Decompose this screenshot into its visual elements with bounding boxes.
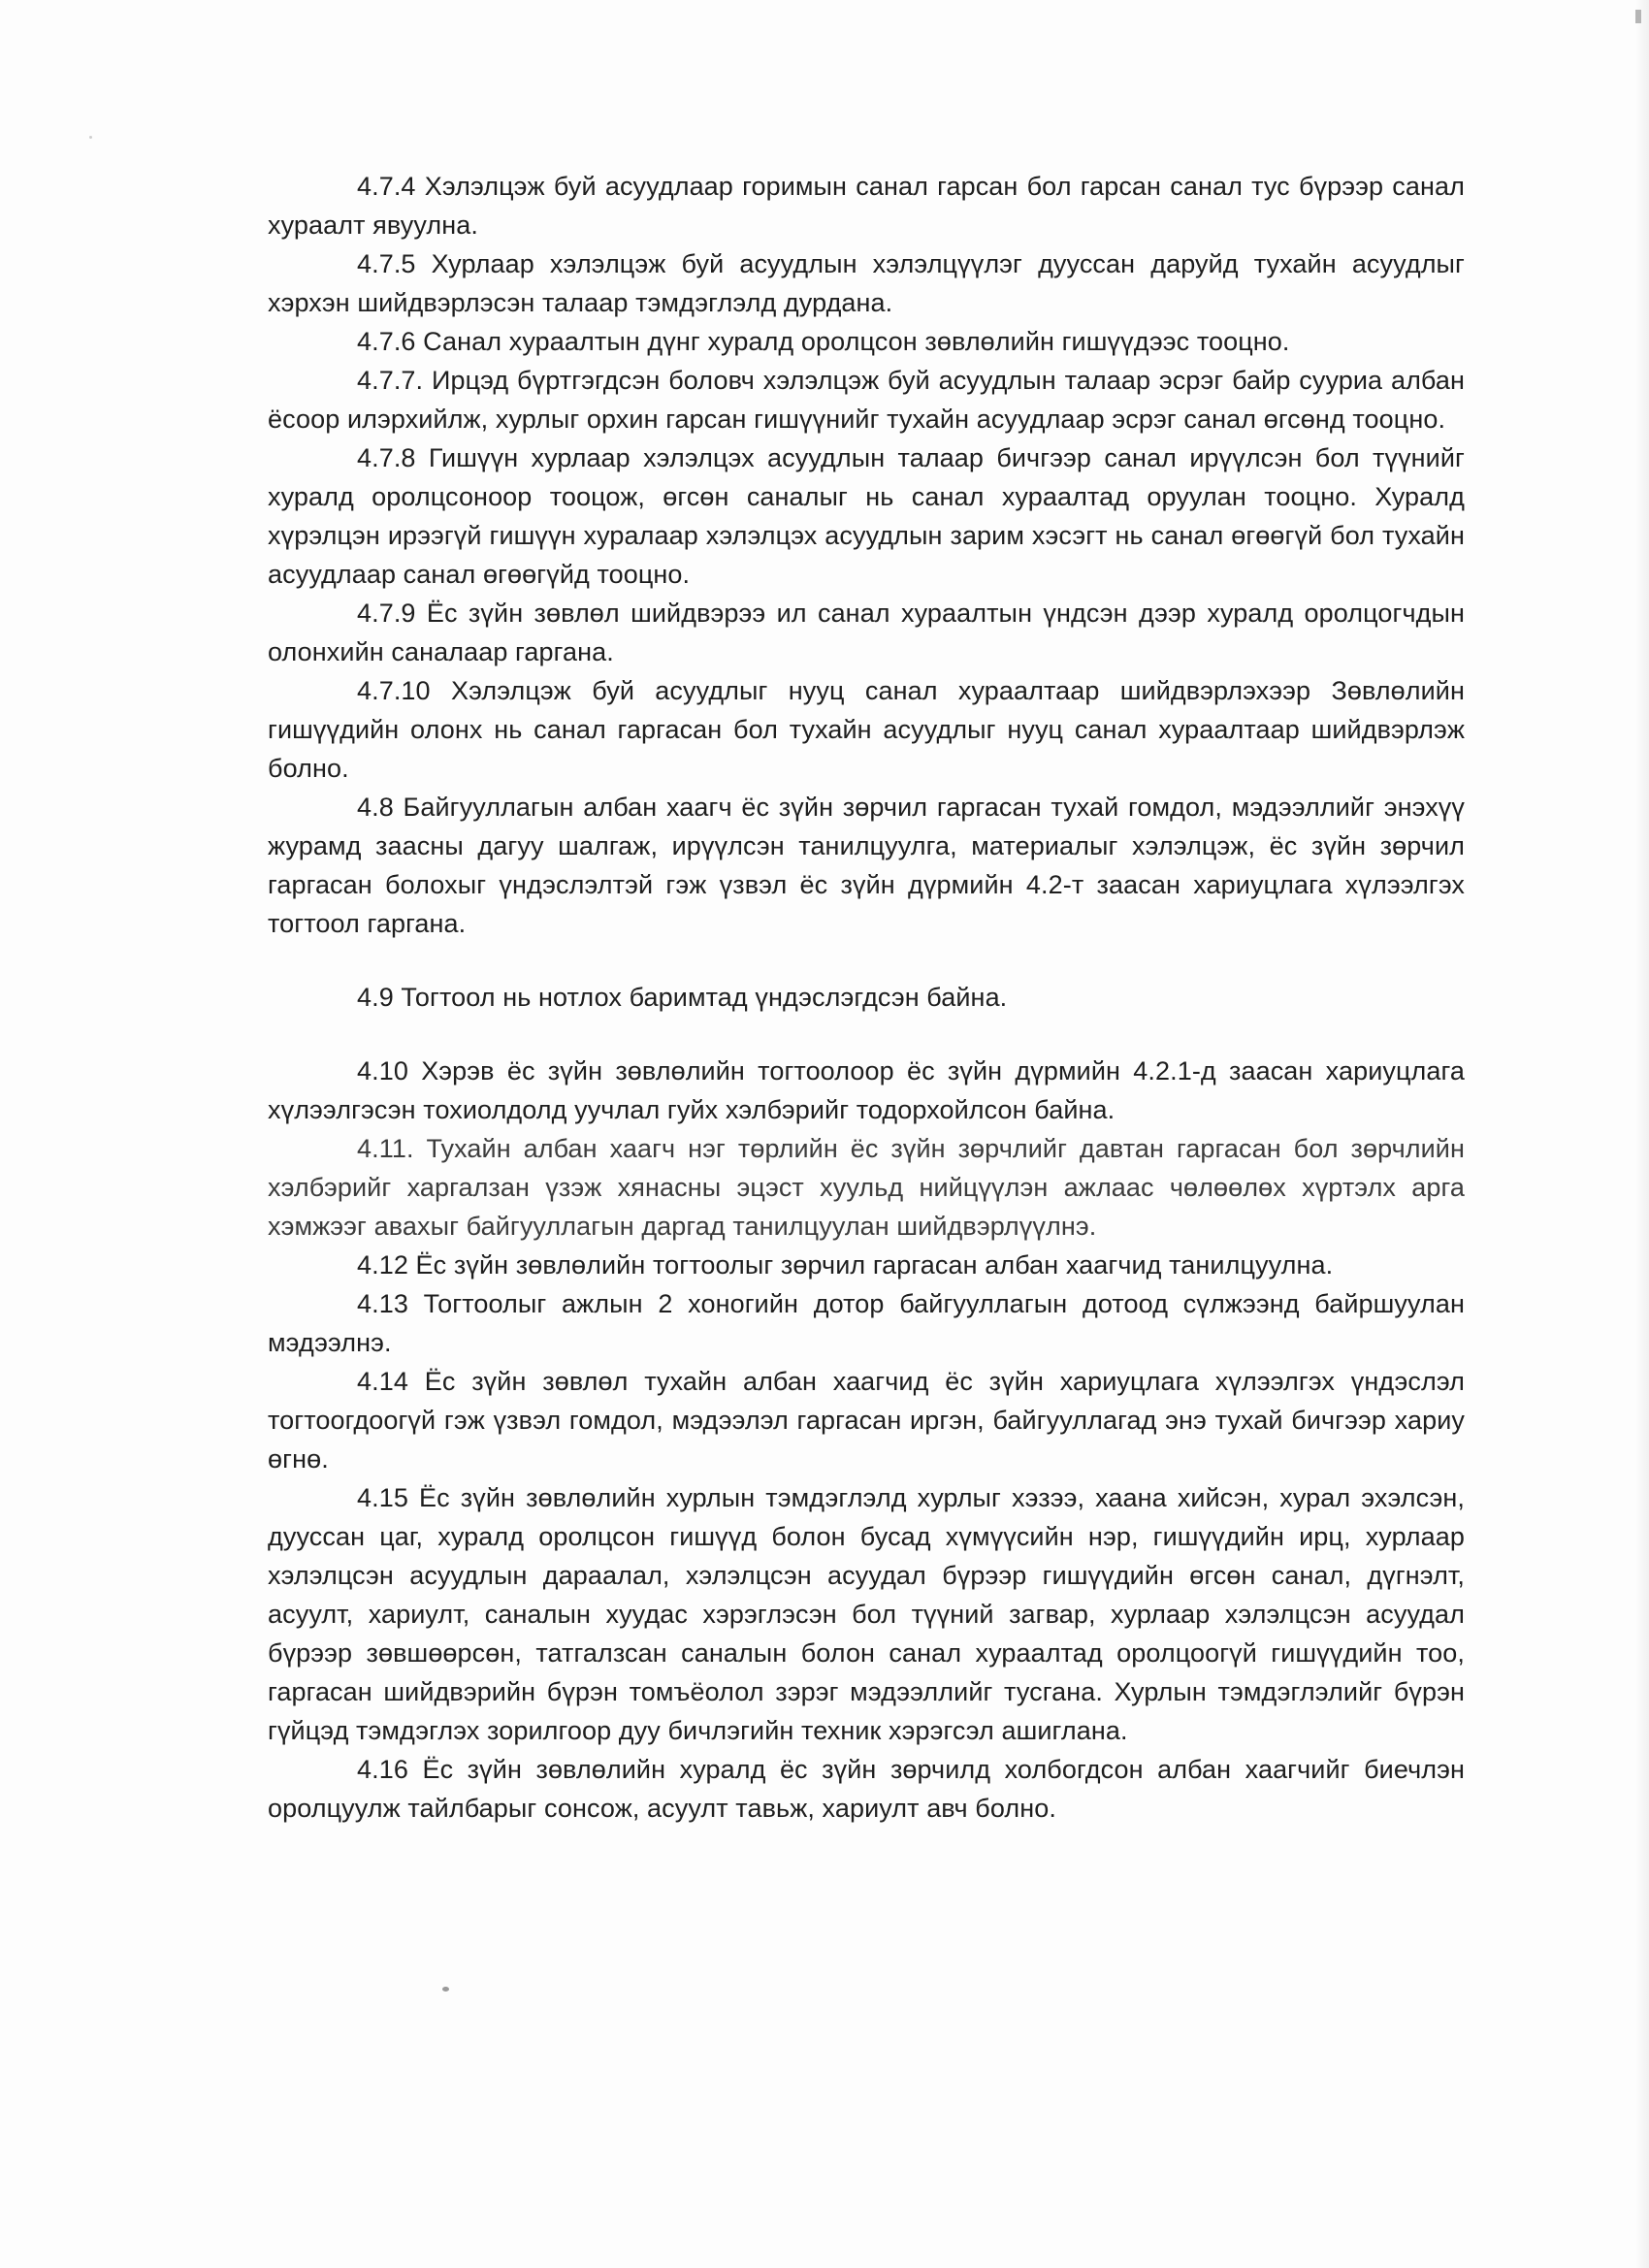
paragraph-4-16: 4.16 Ёс зүйн зөвлөлийн хуралд ёс зүйн зөрчилд холбогдсон албан хаагчийг биечлэн оролцуулж тайлбарыг сонсож, асуулт тавьж, хариулт авч болно. (268, 1755, 1465, 1823)
paragraph-4-11: 4.11. Тухайн албан хаагч нэг төрлийн ёс зүйн зөрчлийг давтан гаргасан бол зөрчлийн хэлбэрийг харгалзан үзэж хянасны эцэст хуульд нийцүүлэн ажлаас чөлөөлөх хүртэлх арга хэмжээг авахыг байгууллагын даргад танилцуулан шийдвэрлүүлнэ. (268, 1134, 1465, 1241)
paragraph-4-7-7: 4.7.7. Ирцэд бүртгэгдсэн боловч хэлэлцэж буй асуудлын талаар эсрэг байр сууриа албан ёсоор илэрхийлж, хурлыг орхин гарсан гишүүнийг тухайн асуудлаар эсрэг санал өгсөнд тооцно. (268, 366, 1465, 434)
paragraph-4-14: 4.14 Ёс зүйн зөвлөл тухайн албан хаагчид ёс зүйн хариуцлага хүлээлгэх үндэслэл тогтоогдоогүй гэж үзвэл гомдол, мэдээлэл гаргасан иргэн, байгууллагад энэ тухай бичгээр хариу өгнө. (268, 1367, 1465, 1474)
paragraph-4-7-4: 4.7.4 Хэлэлцэж буй асуудлаар горимын санал гарсан бол гарсан санал тус бүрээр санал хураалт явуулна. (268, 172, 1465, 240)
document-body (268, 167, 1465, 1828)
paragraph-4-10: 4.10 Хэрэв ёс зүйн зөвлөлийн тогтоолоор ёс зүйн дүрмийн 4.2.1-д заасан хариуцлага хүлээлгэсэн тохиолдолд уучлал гуйх хэлбэрийг тодорхойлсон байна. (268, 1056, 1465, 1124)
paragraph-4-7-8: 4.7.8 Гишүүн хурлаар хэлэлцэх асуудлын талаар бичгээр санал ирүүлсэн бол түүнийг хуралд оролцсоноор тооцож, өгсөн саналыг нь санал хураалтад оруулан тооцно. Хуралд хүрэлцэн ирээгүй гишүүн хуралаар хэлэлцэх асуудлын зарим хэсэгт нь санал өгөөгүй бол тухайн асуудлаар санал өгөөгүйд тооцно. (268, 443, 1465, 589)
paragraph-4-7-9: 4.7.9 Ёс зүйн зөвлөл шийдвэрээ ил санал хураалтын үндсэн дээр хуралд оролцогчдын олонхийн саналаар гаргана. (268, 599, 1465, 666)
paragraph-4-7-10: 4.7.10 Хэлэлцэж буй асуудлыг нууц санал хураалтаар шийдвэрлэхээр Зөвлөлийн гишүүдийн олонх нь санал гаргасан бол тухайн асуудлыг нууц санал хураалтаар шийдвэрлэж болно. (268, 676, 1465, 783)
scan-speck-mark (89, 136, 92, 139)
paragraph-4-8: 4.8 Байгууллагын албан хаагч ёс зүйн зөрчил гаргасан тухай гомдол, мэдээллийг энэхүү журамд заасны дагуу шалгаж, ирүүлсэн танилцуулга, материалыг хэлэлцэж, ёс зүйн зөрчил гаргасан болохыг үндэслэлтэй гэж үзвэл ёс зүйн дүрмийн 4.2-т заасан хариуцлага хүлээлгэх тогтоол гаргана. (268, 793, 1465, 938)
paragraph-4-13: 4.13 Тогтоолыг ажлын 2 хоногийн дотор байгууллагын дотоод сүлжээнд байршуулан мэдээлнэ. (268, 1289, 1465, 1357)
page-edge-shadow (1635, 0, 1649, 2268)
page-edge-mark (1635, 10, 1641, 23)
paragraph-4-9: 4.9 Тогтоол нь нотлох баримтад үндэслэгдсэн байна. (357, 983, 1008, 1012)
paragraph-4-15: 4.15 Ёс зүйн зөвлөлийн хурлын тэмдэглэлд хурлыг хэзээ, хаана хийсэн, хурал эхэлсэн, дууссан цаг, хуралд оролцсон гишүүд болон бусад хүмүүсийн нэр, гишүүдийн ирц, хурлаар хэлэлцсэн асуудлын дараалал, хэлэлцсэн асуудал бүрээр гишүүдийн өгсөн санал, дүгнэлт, асуулт, хариулт, саналын хуудас хэрэглэсэн бол түүний загвар, хурлаар хэлэлцсэн асуудал бүрээр зөвшөөрсөн, татгалзсан саналын болон санал хураалтад оролцоогүй гишүүдийн тоо, гаргасан шийдвэрийн бүрэн томъёолол зэрэг мэдээллийг тусгана. Хурлын тэмдэглэлийг бүрэн гүйцэд тэмдэглэх зорилгоор дуу бичлэгийн техник хэрэгсэл ашиглана. (268, 1483, 1465, 1745)
paragraph-4-7-6: 4.7.6 Санал хураалтын дүнг хуралд оролцсон зөвлөлийн гишүүдээс тооцно. (357, 327, 1290, 356)
paragraph-4-7-5: 4.7.5 Хурлаар хэлэлцэж буй асуудлын хэлэлцүүлэг дууссан даруйд тухайн асуудлыг хэрхэн шийдвэрлэсэн талаар тэмдэглэлд дурдана. (268, 249, 1465, 317)
scan-speck-mark (442, 1987, 449, 1992)
paragraph-4-12: 4.12 Ёс зүйн зөвлөлийн тогтоолыг зөрчил гаргасан албан хаагчид танилцуулна. (357, 1250, 1334, 1280)
